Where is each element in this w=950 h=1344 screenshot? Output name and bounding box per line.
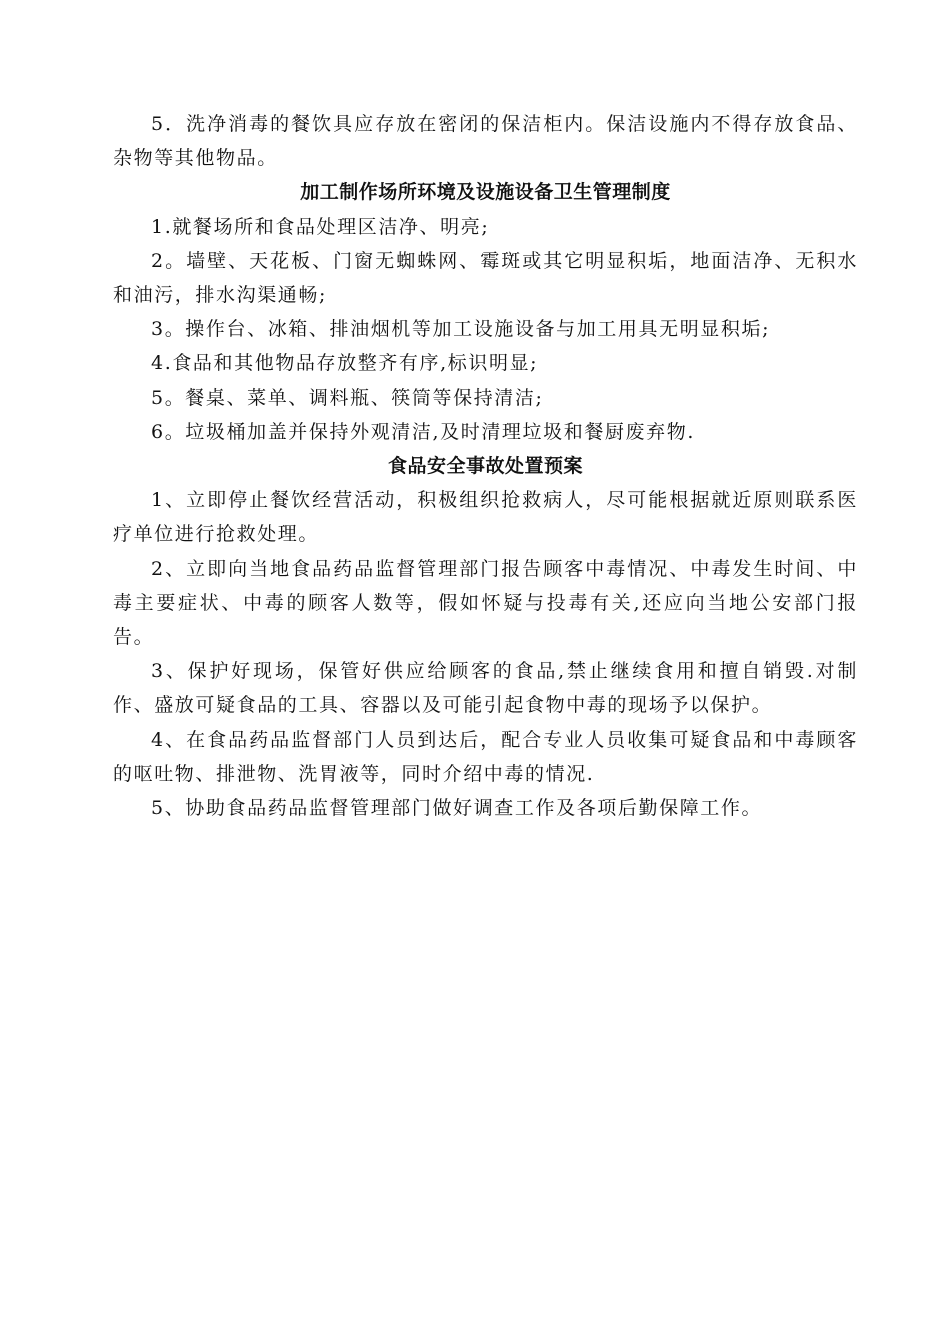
paragraph-facility-2: 2。墙壁、天花板、门窗无蜘蛛网、霉斑或其它明显积垢，地面洁净、无积水和油污，排水沟渠通畅; [113, 249, 858, 307]
paragraph-facility-5: 5。餐桌、菜单、调料瓶、筷筒等保持清洁; [151, 386, 544, 409]
paragraph-facility-3: 3。操作台、冰箱、排油烟机等加工设施设备与加工用具无明显积垢; [151, 318, 771, 341]
section-title-incident-plan: 食品安全事故处置预案 [387, 455, 583, 478]
paragraph-incident-5: 5、协助食品药品监督管理部门做好调查工作及各项后勤保障工作。 [151, 797, 763, 820]
paragraph-incident-3: 3、保护好现场，保管好供应给顾客的食品,禁止继续食用和擅自销毁.对制作、盛放可疑食品的工具、容器以及可能引起食物中毒的现场予以保护。 [113, 660, 858, 717]
section-title-facility-hygiene: 加工制作场所环境及设施设备卫生管理制度 [300, 181, 671, 204]
paragraph-storage-cabinet: 5．洗净消毒的餐饮具应存放在密闭的保洁柜内。保洁设施内不得存放食品、杂物等其他物品。 [113, 113, 858, 170]
paragraph-incident-2: 2、立即向当地食品药品监督管理部门报告顾客中毒情况、中毒发生时间、中毒主要症状、中毒的顾客人数等，假如怀疑与投毒有关,还应向当地公安部门报告。 [113, 557, 858, 649]
paragraph-incident-4: 4、在食品药品监督部门人员到达后，配合专业人员收集可疑食品和中毒顾客的呕吐物、排泄物、洗胃液等，同时介绍中毒的情况. [113, 728, 858, 785]
document-body [113, 107, 858, 825]
paragraph-facility-6: 6。垃圾桶加盖并保持外观清洁,及时清理垃圾和餐厨废弃物. [151, 420, 695, 443]
paragraph-facility-1: 1.就餐场所和食品处理区洁净、明亮; [151, 215, 490, 238]
paragraph-incident-1: 1、立即停止餐饮经营活动，积极组织抢救病人，尽可能根据就近原则联系医疗单位进行抢救处理。 [113, 489, 858, 546]
paragraph-facility-4: 4.食品和其他物品存放整齐有序,标识明显; [151, 352, 539, 375]
